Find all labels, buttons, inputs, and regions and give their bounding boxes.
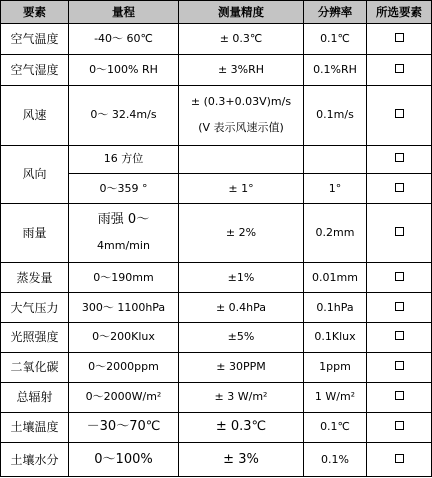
cell-range: 0～359 °: [69, 174, 179, 204]
cell-name: 风速: [1, 85, 69, 145]
cell-name: 蒸发量: [1, 262, 69, 293]
table-row: [1, 352, 432, 383]
cell-resolution: 0.01mm: [304, 262, 367, 293]
checkbox[interactable]: [395, 421, 404, 430]
cell-name: 空气湿度: [1, 55, 69, 86]
table-header-row: [1, 1, 432, 24]
range-line-2: 4mm/min: [97, 238, 150, 252]
cell-range: 0～190mm: [69, 262, 179, 293]
cell-name: 光照强度: [1, 323, 69, 353]
cell-resolution: 0.1m/s: [304, 85, 367, 145]
cell-resolution: [304, 145, 367, 174]
cell-select[interactable]: [367, 174, 432, 204]
cell-resolution: 1 W/m²: [304, 383, 367, 413]
cell-select[interactable]: [367, 203, 432, 262]
cell-accuracy: ± 3%RH: [179, 55, 304, 86]
checkbox[interactable]: [395, 227, 404, 236]
table-row: [1, 24, 432, 55]
cell-range: 0～2000W/m²: [69, 383, 179, 413]
cell-range: 0～100%: [69, 443, 179, 477]
table-row: [1, 293, 432, 323]
checkbox[interactable]: [395, 454, 404, 463]
checkbox[interactable]: [395, 183, 404, 192]
checkbox[interactable]: [395, 153, 404, 162]
checkbox[interactable]: [395, 302, 404, 311]
cell-select[interactable]: [367, 412, 432, 443]
header-range: 量程: [69, 1, 179, 24]
cell-accuracy: ± 3%: [179, 443, 304, 477]
cell-select[interactable]: [367, 85, 432, 145]
table-row: [1, 262, 432, 293]
cell-resolution: 0.1Klux: [304, 323, 367, 353]
cell-accuracy: ± 1°: [179, 174, 304, 204]
cell-accuracy: ± 3 W/m²: [179, 383, 304, 413]
table-row: [1, 55, 432, 86]
cell-accuracy: ±5%: [179, 323, 304, 353]
table-row: [1, 85, 432, 145]
cell-select[interactable]: [367, 323, 432, 353]
cell-select[interactable]: [367, 352, 432, 383]
checkbox[interactable]: [395, 272, 404, 281]
cell-range: 0～ 32.4m/s: [69, 85, 179, 145]
range-line-1: 雨强 0～: [97, 211, 150, 227]
cell-select[interactable]: [367, 24, 432, 55]
cell-range: 0～100% RH: [69, 55, 179, 86]
cell-name: 空气温度: [1, 24, 69, 55]
cell-accuracy: ±1%: [179, 262, 304, 293]
cell-select[interactable]: [367, 55, 432, 86]
cell-name: 总辐射: [1, 383, 69, 413]
table-row: [1, 412, 432, 443]
cell-range: -40～ 60℃: [69, 24, 179, 55]
cell-name: 二氧化碳: [1, 352, 69, 383]
cell-resolution: 0.1%RH: [304, 55, 367, 86]
checkbox[interactable]: [395, 391, 404, 400]
checkbox[interactable]: [395, 33, 404, 42]
checkbox[interactable]: [395, 109, 404, 118]
cell-name: 大气压力: [1, 293, 69, 323]
cell-select[interactable]: [367, 443, 432, 477]
cell-accuracy: ± 0.4hPa: [179, 293, 304, 323]
cell-range: 300～ 1100hPa: [69, 293, 179, 323]
header-selected: 所选要素: [367, 1, 432, 24]
table-row: [1, 383, 432, 413]
accuracy-line-1: ± (0.3+0.03V)m/s: [190, 95, 292, 109]
cell-select[interactable]: [367, 383, 432, 413]
cell-range: －30～70℃: [69, 412, 179, 443]
header-element: 要素: [1, 1, 69, 24]
cell-resolution: 0.2mm: [304, 203, 367, 262]
cell-resolution: 0.1℃: [304, 24, 367, 55]
cell-accuracy: ± 2%: [179, 203, 304, 262]
table-row: [1, 203, 432, 262]
cell-range: 16 方位: [69, 145, 179, 174]
cell-select[interactable]: [367, 293, 432, 323]
cell-name: 风向: [1, 145, 69, 203]
checkbox[interactable]: [395, 361, 404, 370]
accuracy-line-2: (V 表示风速示值): [198, 121, 284, 135]
cell-range: [69, 203, 179, 262]
cell-range: 0～200Klux: [69, 323, 179, 353]
cell-name: 土壤温度: [1, 412, 69, 443]
header-accuracy: 测量精度: [179, 1, 304, 24]
cell-accuracy: ± 0.3℃: [179, 412, 304, 443]
cell-range: 0～2000ppm: [69, 352, 179, 383]
table-row: [1, 145, 432, 174]
cell-resolution: 1ppm: [304, 352, 367, 383]
cell-accuracy: ± 30PPM: [179, 352, 304, 383]
header-resolution: 分辨率: [304, 1, 367, 24]
cell-accuracy: [179, 85, 304, 145]
cell-resolution: 1°: [304, 174, 367, 204]
table-row: [1, 443, 432, 477]
table-row: [1, 323, 432, 353]
cell-select[interactable]: [367, 145, 432, 174]
cell-name: 土壤水分: [1, 443, 69, 477]
checkbox[interactable]: [395, 64, 404, 73]
cell-accuracy: ± 0.3℃: [179, 24, 304, 55]
cell-resolution: 0.1hPa: [304, 293, 367, 323]
checkbox[interactable]: [395, 331, 404, 340]
cell-resolution: 0.1℃: [304, 412, 367, 443]
cell-accuracy: [179, 145, 304, 174]
cell-resolution: 0.1%: [304, 443, 367, 477]
cell-name: 雨量: [1, 203, 69, 262]
cell-select[interactable]: [367, 262, 432, 293]
